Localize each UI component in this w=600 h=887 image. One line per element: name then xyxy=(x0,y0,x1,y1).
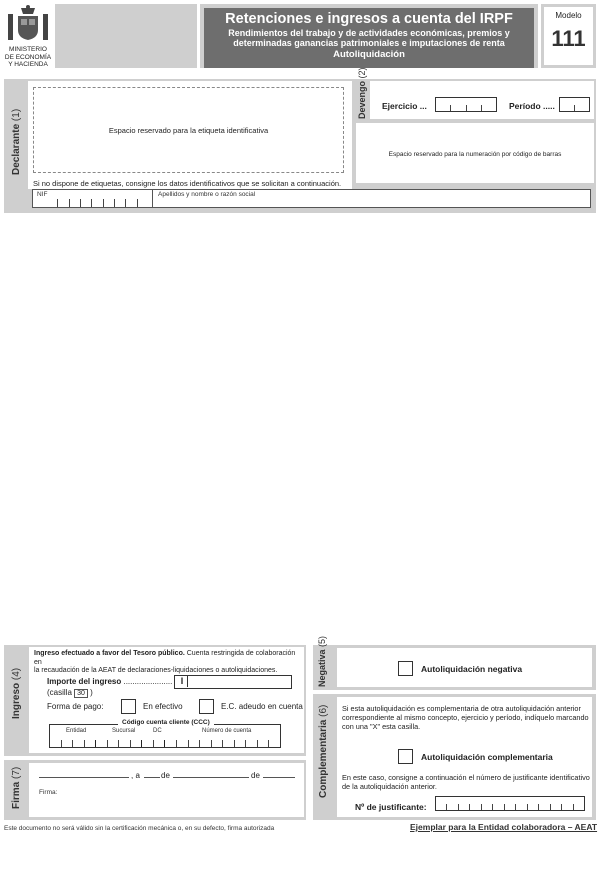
firma-label: Firma (7) xyxy=(11,766,22,809)
adeudo-label: E.C. adeudo en cuenta xyxy=(221,702,303,711)
complementaria-label: Complementaria (6) xyxy=(318,704,329,798)
ingreso-section xyxy=(4,645,306,756)
declarante-section xyxy=(4,67,596,213)
periodo-input[interactable] xyxy=(559,97,590,112)
dc-label: DC xyxy=(153,728,162,734)
modelo-label: Modelo xyxy=(555,11,582,20)
importe-i-mark: I xyxy=(177,676,188,687)
firma-de2: de xyxy=(251,771,260,780)
mes-input[interactable] xyxy=(173,777,249,778)
firma-a: , a xyxy=(131,771,140,780)
ingreso-panel xyxy=(29,647,304,753)
ccc-label: Código cuenta cliente (CCC) xyxy=(118,719,214,726)
form-subtitle-2: determinadas ganancias patrimoniales e imputaciones de renta xyxy=(233,38,505,48)
barcode-area xyxy=(358,123,592,181)
numero-cuenta-label: Número de cuenta xyxy=(202,728,252,734)
casilla-label: (casilla 30 ) xyxy=(47,688,93,697)
header-blank-panel xyxy=(55,4,197,68)
periodo-label: Período ..... xyxy=(509,101,555,111)
firma-section xyxy=(4,760,306,820)
modelo-number: 111 xyxy=(551,26,586,51)
complementaria-check-label: Autoliquidación complementaria xyxy=(421,752,553,762)
etiqueta-area xyxy=(33,87,344,173)
header-panel xyxy=(200,4,538,68)
devengo-fields xyxy=(372,81,594,119)
coat-of-arms-icon xyxy=(4,4,52,44)
efectivo-label: En efectivo xyxy=(143,702,183,711)
declarante-label-area xyxy=(28,81,352,189)
adeudo-checkbox[interactable] xyxy=(199,699,214,714)
efectivo-checkbox[interactable] xyxy=(121,699,136,714)
negativa-label: Negativa (5) xyxy=(317,635,327,687)
negativa-panel xyxy=(337,648,592,687)
complementaria-section xyxy=(313,694,596,820)
lugar-input[interactable] xyxy=(39,777,129,778)
form-subtitle-1: Rendimientos del trabajo y de actividades económicas, premios y xyxy=(228,28,510,38)
negativa-section xyxy=(313,635,596,690)
ccc-input[interactable] xyxy=(49,719,281,748)
forma-pago-label: Forma de pago: xyxy=(47,702,104,711)
ingreso-intro: Ingreso efectuado a favor del Tesoro público. Cuenta restringida de colaboración en la recaudación de la AEAT de declaraciones-liquidaciones o autoliquidaciones. xyxy=(34,650,296,674)
justificante-label: Nº de justificante: xyxy=(355,802,427,812)
etiqueta-text: Espacio reservado para la etiqueta identificativa xyxy=(108,126,269,135)
declarante-label: Declarante (1) xyxy=(11,108,22,175)
footer-copy-label: Ejemplar para la Entidad colaboradora – AEAT xyxy=(410,822,598,832)
firma-de1: de xyxy=(161,771,170,780)
devengo-label: Devengo (2) xyxy=(357,67,367,119)
form-subtitle-3: Autoliquidación xyxy=(333,49,405,60)
nif-label: NIF xyxy=(37,191,48,198)
ministry-logo xyxy=(4,4,52,70)
firma-sign-label: Firma: xyxy=(39,789,58,796)
ingreso-label: Ingreso (4) xyxy=(11,667,22,719)
complementaria-checkbox[interactable] xyxy=(398,749,413,764)
modelo-box xyxy=(541,4,596,68)
barcode-text: Espacio reservado para la numeración por código de barras xyxy=(388,151,562,158)
complementaria-panel xyxy=(337,697,592,817)
ejercicio-label: Ejercicio ... xyxy=(382,101,427,111)
anio-input[interactable] xyxy=(263,777,295,778)
negativa-text: Autoliquidación negativa xyxy=(421,664,523,674)
nif-row xyxy=(32,189,591,208)
ministry-line3: Y HACIENDA xyxy=(8,61,48,68)
importe-label: Importe del ingreso ...................... xyxy=(47,677,173,686)
complementaria-instr: En este caso, consigne a continuación el número de justificante identificativo de la autoliquidación anterior. xyxy=(342,773,590,791)
ministry-line2: DE ECONOMÍA xyxy=(4,53,52,61)
form-title: Retenciones e ingresos a cuenta del IRPF xyxy=(225,11,513,27)
dia-input[interactable] xyxy=(144,777,160,778)
justificante-input[interactable] xyxy=(435,796,585,811)
nombre-field[interactable]: Apellidos y nombre o razón social xyxy=(158,191,256,198)
nif-field[interactable] xyxy=(33,190,153,207)
ministry-line1: MINISTERIO xyxy=(9,46,47,53)
negativa-checkbox[interactable] xyxy=(398,661,413,676)
entidad-label: Entidad xyxy=(66,728,87,734)
sucursal-label: Sucursal xyxy=(112,728,136,734)
firma-panel xyxy=(29,763,304,817)
declarante-note: Si no dispone de etiquetas, consigne los datos identificativos que se solicitan a continuación. xyxy=(33,179,342,188)
ejercicio-input[interactable] xyxy=(435,97,497,112)
footer-validity-note: Este documento no será válido sin la certificación mecánica o, en su defecto, firma autorizada xyxy=(4,825,275,832)
complementaria-desc: Si esta autoliquidación es complementaria de otra autoliquidación anterior correspondiente al mismo concepto, ejercicio y período, indíquelo marcando con una "X" esta casilla. xyxy=(342,704,589,731)
importe-input[interactable] xyxy=(174,675,292,689)
